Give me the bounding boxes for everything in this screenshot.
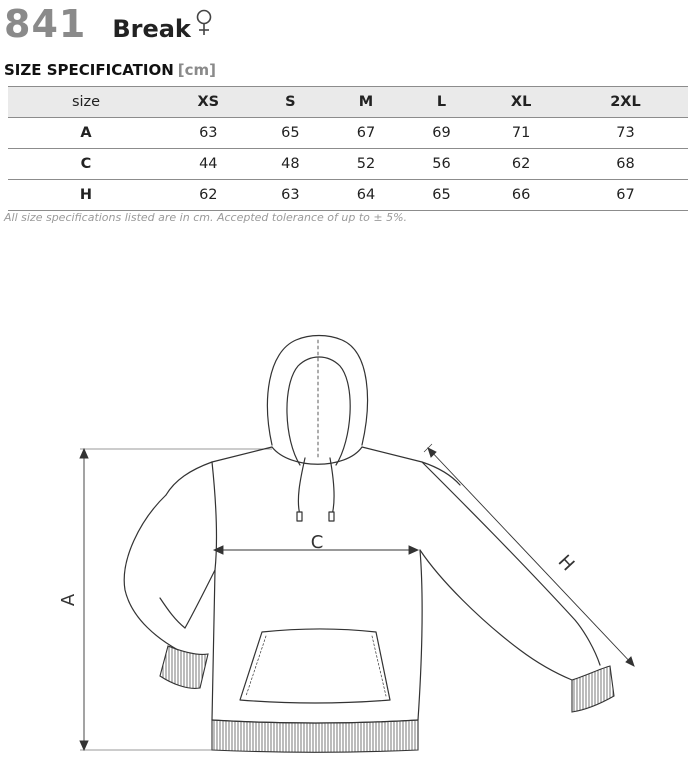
table-cell: 63 bbox=[253, 180, 329, 211]
product-name: Break bbox=[112, 15, 191, 43]
table-cell: 71 bbox=[479, 118, 563, 149]
measure-c-label: C bbox=[310, 532, 324, 553]
spec-title bbox=[4, 61, 216, 79]
table-cell: 73 bbox=[563, 118, 688, 149]
table-cell: 62 bbox=[479, 149, 563, 180]
column-header: L bbox=[404, 87, 480, 118]
spec-title-text: SIZE SPECIFICATION bbox=[4, 61, 174, 79]
table-cell: 68 bbox=[563, 149, 688, 180]
column-header: XS bbox=[164, 87, 253, 118]
table-header-row bbox=[8, 87, 688, 118]
table-cell: 67 bbox=[328, 118, 404, 149]
female-symbol-icon bbox=[194, 8, 214, 38]
measure-a-label: A bbox=[58, 593, 79, 607]
column-header: S bbox=[253, 87, 329, 118]
product-header bbox=[4, 2, 191, 46]
column-header: M bbox=[328, 87, 404, 118]
table-row bbox=[8, 149, 688, 180]
left-cuff bbox=[160, 646, 208, 688]
spec-unit: [cm] bbox=[177, 61, 216, 79]
size-table bbox=[8, 86, 688, 211]
waistband bbox=[212, 720, 418, 752]
hoodie-diagram bbox=[40, 330, 660, 760]
column-header: size bbox=[8, 87, 164, 118]
row-label: A bbox=[8, 118, 164, 149]
table-cell: 48 bbox=[253, 149, 329, 180]
table-cell: 63 bbox=[164, 118, 253, 149]
measure-h bbox=[424, 444, 634, 666]
measure-a bbox=[80, 449, 272, 750]
table-cell: 66 bbox=[479, 180, 563, 211]
right-cuff bbox=[572, 666, 614, 712]
tolerance-note: All size specifications listed are in cm. Accepted tolerance of up to ± 5%. bbox=[4, 211, 408, 224]
row-label: C bbox=[8, 149, 164, 180]
table-cell: 65 bbox=[404, 180, 480, 211]
table-row bbox=[8, 180, 688, 211]
row-label: H bbox=[8, 180, 164, 211]
table-row bbox=[8, 118, 688, 149]
column-header: 2XL bbox=[563, 87, 688, 118]
table-cell: 67 bbox=[563, 180, 688, 211]
table-cell: 65 bbox=[253, 118, 329, 149]
table-cell: 44 bbox=[164, 149, 253, 180]
table-cell: 52 bbox=[328, 149, 404, 180]
product-code: 841 bbox=[4, 2, 87, 46]
table-cell: 64 bbox=[328, 180, 404, 211]
table-cell: 56 bbox=[404, 149, 480, 180]
measure-h-label: H bbox=[553, 551, 579, 576]
table-cell: 69 bbox=[404, 118, 480, 149]
column-header: XL bbox=[479, 87, 563, 118]
table-cell: 62 bbox=[164, 180, 253, 211]
